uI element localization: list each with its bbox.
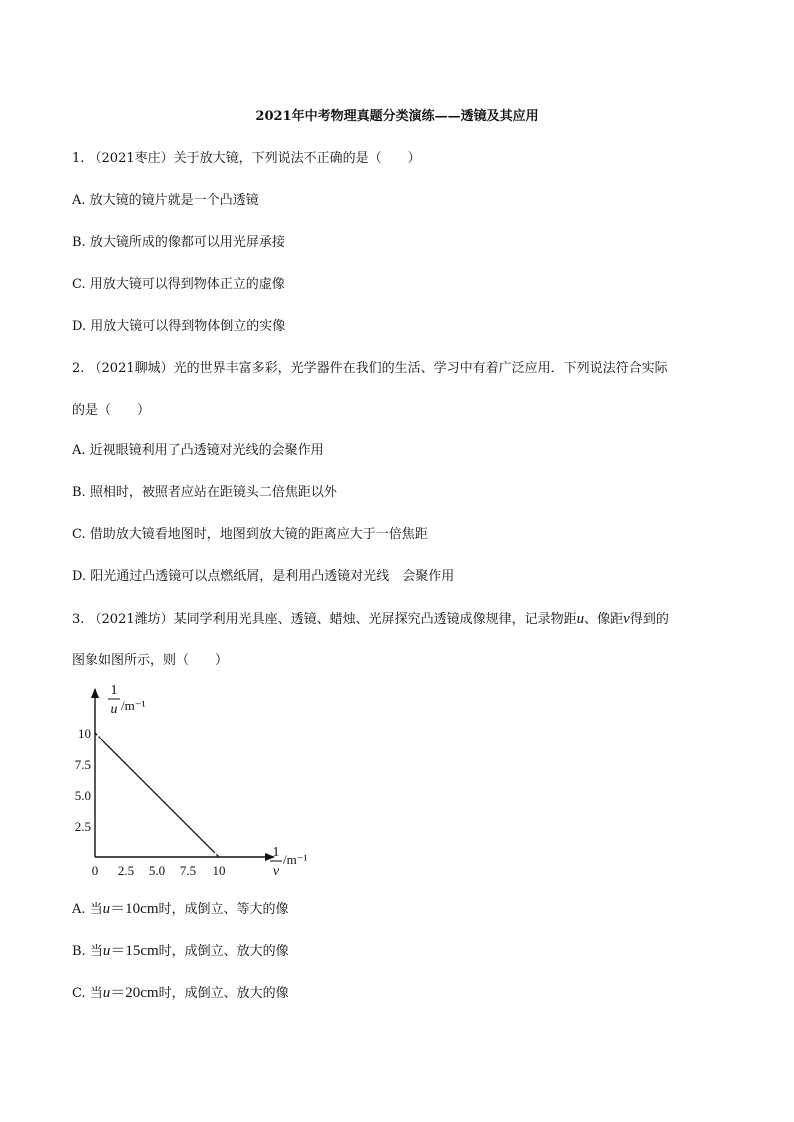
question-3-option-a — [72, 901, 289, 918]
question-1-option-b: B. 放大镜所成的像都可以用光屏承接 — [72, 235, 285, 250]
question-1-option-d: D. 用放大镜可以得到物体倒立的实像 — [72, 319, 286, 334]
option-a-equation: ＝10cm — [110, 901, 159, 917]
x-tick-label: 2.5 — [117, 863, 135, 878]
x-tick-label: 7.5 — [179, 863, 197, 878]
option-b-equation: ＝15cm — [110, 943, 159, 959]
y-tick-label: 5.0 — [74, 788, 91, 803]
question-2-stem: 2. （2021聊城）光的世界丰富多彩，光学器件在我们的生活、学习中有着广泛应用．下列说法符合实际 — [72, 361, 668, 376]
question-3-stem-part-a: 3. （2021潍坊）某同学利用光具座、透镜、蜡烛、光屏探究凸透镜成像规律，记录物距 — [72, 612, 577, 627]
question-1-option-c: C. 用放大镜可以得到物体正立的虚像 — [72, 277, 285, 292]
question-1-option-a: A. 放大镜的镜片就是一个凸透镜 — [72, 193, 259, 208]
question-2-stem-continued: 的是（ ） — [72, 403, 151, 418]
question-2-option-a: A. 近视眼镜利用了凸透镜对光线的会聚作用 — [72, 443, 324, 458]
question-2-option-b: B. 照相时，被照者应站在距镜头二倍焦距以外 — [72, 485, 337, 500]
x-axis-label-denominator: v — [272, 864, 280, 879]
x-tick-label: 10 — [212, 863, 226, 878]
question-3-stem — [72, 611, 669, 628]
question-3-stem-part-b: 、像距 — [584, 612, 624, 627]
option-a-variable: u — [102, 901, 111, 917]
y-tick-label: 7.5 — [74, 757, 91, 772]
option-a-prefix: A. 当 — [72, 902, 103, 917]
x-tick-label: 5.0 — [148, 863, 166, 878]
y-axis-label-denominator: u — [110, 702, 118, 717]
page-title: 2021年中考物理真题分类演练——透镜及其应用 — [255, 109, 539, 124]
data-line-dashed-extension — [95, 733, 101, 739]
data-line-dashed-extension — [213, 851, 219, 857]
question-3-option-b — [72, 943, 289, 960]
question-3-stem-continued: 图象如图所示，则（ ） — [72, 653, 229, 668]
inverse-distance-graph — [74, 677, 340, 879]
option-c-equation: ＝20cm — [110, 985, 159, 1001]
data-line-solid — [101, 739, 213, 851]
y-tick-label: 10 — [78, 726, 91, 741]
x-axis-label-unit: /m⁻¹ — [283, 852, 308, 867]
y-axis-label-unit: /m⁻¹ — [121, 698, 146, 713]
question-2-option-d: D. 阳光通过凸透镜可以点燃纸屑，是利用凸透镜对光线 会聚作用 — [72, 569, 455, 584]
question-3-option-c — [72, 985, 289, 1002]
question-1-stem: 1. （2021枣庄）关于放大镜，下列说法不正确的是（ ） — [72, 151, 421, 166]
variable-v: v — [623, 611, 630, 627]
option-b-text: 时，成倒立、放大的像 — [158, 944, 289, 959]
option-c-prefix: C. 当 — [72, 986, 103, 1001]
question-2-option-c: C. 借助放大镜看地图时，地图到放大镜的距离应大于一倍焦距 — [72, 527, 428, 542]
option-a-text: 时，成倒立、等大的像 — [158, 902, 289, 917]
option-b-prefix: B. 当 — [72, 944, 103, 959]
question-3-stem-part-c: 得到的 — [629, 612, 669, 627]
variable-u: u — [576, 611, 585, 627]
y-axis-label-numerator: 1 — [110, 683, 118, 698]
option-c-variable: u — [102, 985, 111, 1001]
y-tick-label: 2.5 — [74, 819, 91, 834]
origin-label: 0 — [91, 863, 99, 878]
x-axis-label-numerator: 1 — [272, 845, 280, 860]
option-b-variable: u — [102, 943, 111, 959]
option-c-text: 时，成倒立、放大的像 — [158, 986, 289, 1001]
